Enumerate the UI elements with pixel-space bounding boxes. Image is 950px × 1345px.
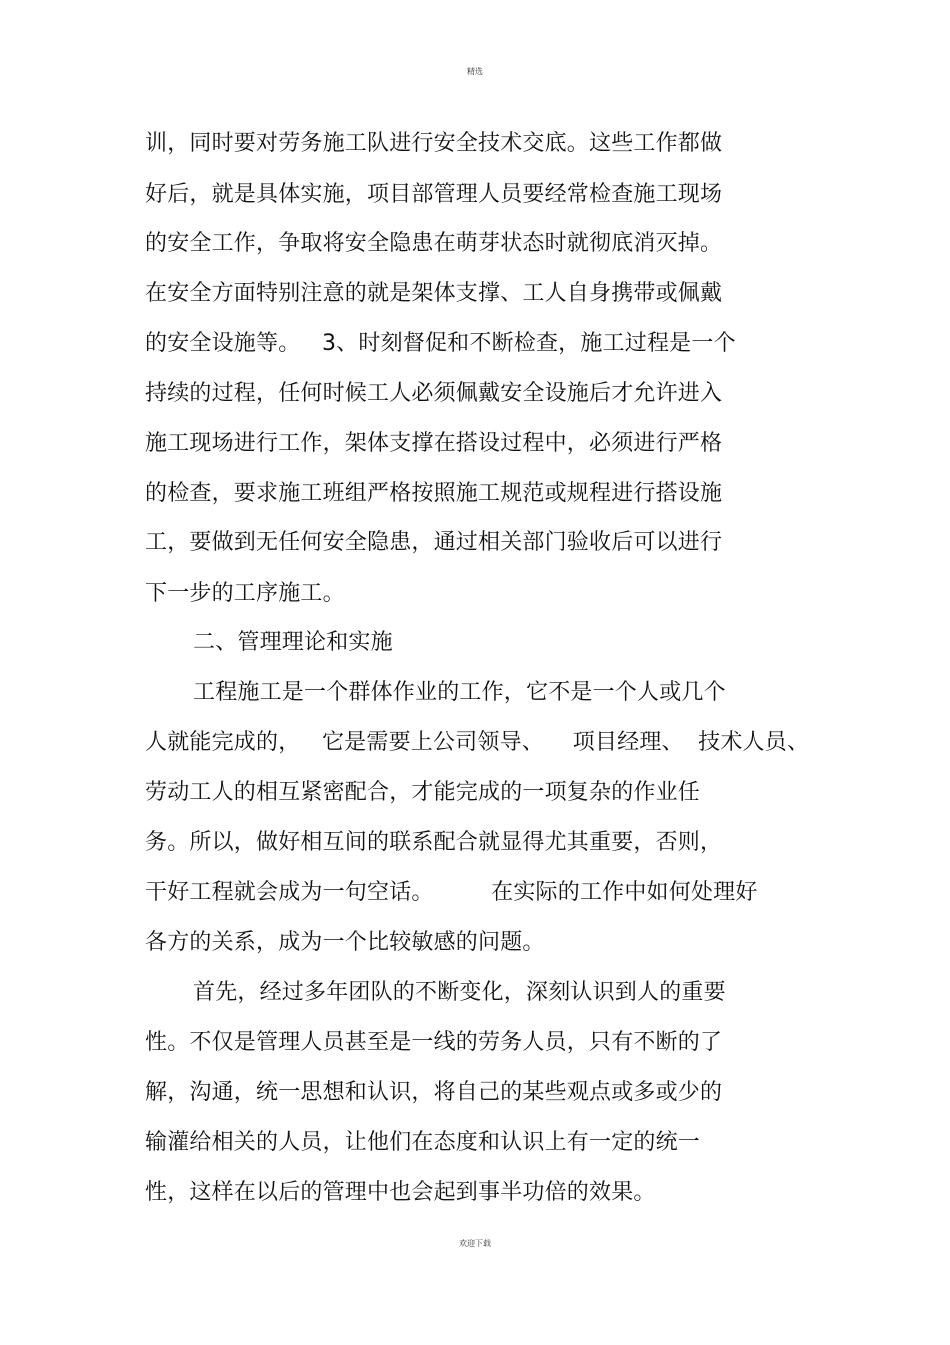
header-mark: 精选 [467,67,483,76]
section-heading: 二、管理理论和实施 [193,630,393,655]
text-line: 工程施工是一个群体作业的工作，它不是一个人或几个 [193,680,726,705]
text-line: 训，同时要对劳务施工队进行安全技术交底。这些工作都做 [145,131,723,156]
text-line: 施工现场进行工作，架体支撑在搭设过程中，必须进行严格 [145,431,723,456]
text-line: 人就能完成的， 它是需要上公司领导、 项目经理、 技术人员、 [145,730,810,755]
footer-mark: 欢迎下载 [459,1239,491,1248]
text-line: 劳动工人的相互紧密配合，才能完成的一项复杂的作业任 [145,780,701,805]
text-line: 的检查，要求施工班组严格按照施工规范或规程进行搭设施 [145,481,723,506]
text-line: 工，要做到无任何安全隐患，通过相关部门验收后可以进行 [145,530,723,555]
text-line: 在安全方面特别注意的就是架体支撑、工人自身携带或佩戴 [145,281,723,306]
text-line: 好后，就是具体实施，项目部管理人员要经常检查施工现场 [145,182,723,207]
text-line: 首先，经过多年团队的不断变化，深刻认识到人的重要 [193,980,726,1005]
text-line: 各方的关系，成为一个比较敏感的问题。 [145,930,545,955]
text-line: 的安全工作，争取将安全隐患在萌芽状态时就彻底消灭掉。 [145,231,723,256]
text-line: 性。不仅是管理人员甚至是一线的劳务人员，只有不断的了 [145,1030,723,1055]
text-line: 持续的过程，任何时候工人必须佩戴安全设施后才允许进入 [145,381,723,406]
text-line: 的安全设施等。 3、时刻督促和不断检查，施工过程是一个 [145,331,736,356]
text-line: 解，沟通，统一思想和认识，将自己的某些观点或多或少的 [145,1080,723,1105]
text-line: 务。所以，做好相互间的联系配合就显得尤其重要，否则， [145,830,723,855]
text-line: 干好工程就会成为一句空话。 在实际的工作中如何处理好 [145,880,758,905]
text-line: 下一步的工序施工。 [145,581,345,606]
text-line: 输灌给相关的人员，让他们在态度和认识上有一定的统一 [145,1130,701,1155]
text-line: 性，这样在以后的管理中也会起到事半功倍的效果。 [145,1180,656,1205]
